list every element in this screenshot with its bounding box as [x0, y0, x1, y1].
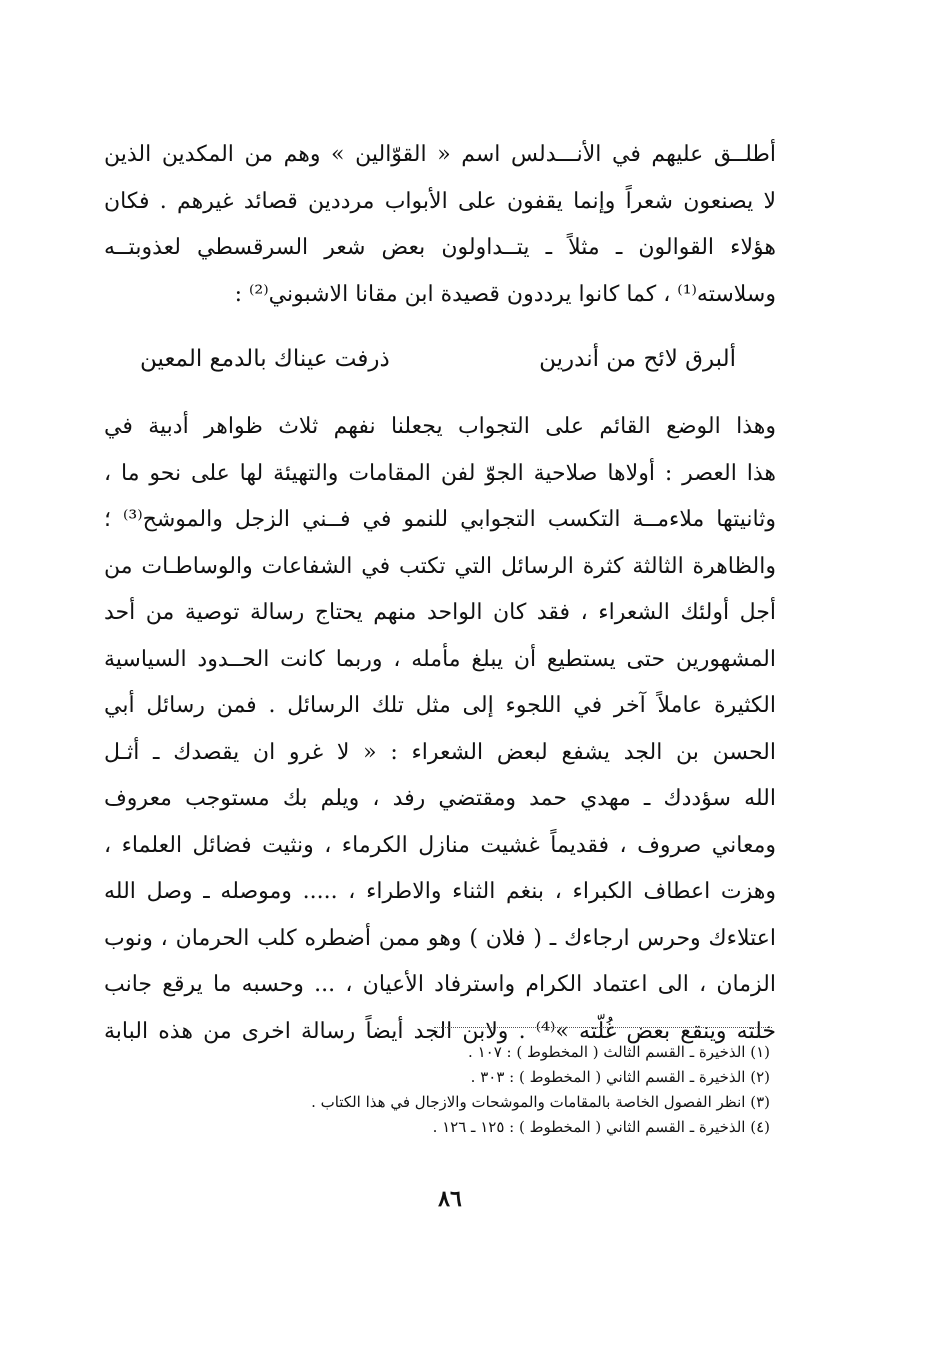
- text-line: وهزت اعطاف الكبراء ، بنغم الثناء والاطراء ، ..... وموصله ـ وصل الله: [104, 879, 776, 904]
- text-line: المشهورين حتى يستطيع أن يبلغ مأمله ، وربما كانت الحــدود السياسية: [104, 646, 776, 672]
- footnote-separator: [434, 1027, 772, 1028]
- text-line: لا يصنعون شعراً وإنما يقفون على الأبواب مرددين قصائد غيرهم . فكان: [104, 188, 776, 214]
- text-line: هذا العصر : أولاها صلاحية الجوّ لفن المقامات والتهيئة لها على نحو ما ،: [104, 460, 776, 486]
- text-line: اعتلاءك وحرس ارجاءك ـ ( فلان ) وهو ممن أضطره كلب الحرمان ، ونوب: [104, 925, 776, 951]
- text-line: وسلاسته⁽¹⁾ ، كما كانوا يرددون قصيدة ابن مقانا الاشبوني⁽²⁾ :: [234, 281, 776, 307]
- text-line: وثانيتها ملاءمــة التكسب التجوابي للنمو في فــني الزجل والموشح⁽³⁾ ؛: [104, 507, 776, 532]
- footnote: (١) الذخيرة ـ القسم الثالث ( المخطوط ) : ١٠٧ .: [468, 1043, 770, 1061]
- verse-second-hemistich: ذرفت عيناك بالدمع المعين: [140, 346, 390, 372]
- text-line: خلته وينقع بعض غُلّته »⁽⁴⁾ . ولابن الجد أيضاً رسالة اخرى من هذه البابة: [104, 1018, 776, 1044]
- footnote: (٣) انظر الفصول الخاصة بالمقامات والموشحات والازجال في هذا الكتاب .: [311, 1093, 770, 1111]
- text-line: الكثيرة عاملاً آخر في اللجوء إلى مثل تلك الرسائل . فمن رسائل أبي: [104, 693, 776, 718]
- verse-first-hemistich: ألبرق لائح من أندرين: [539, 346, 736, 372]
- text-line: ومعاني صروف ، فقديماً غشيت منازل الكرماء ، ونثيت فضائل العلماء ،: [104, 832, 776, 858]
- text-line: وهذا الوضع القائم على التجواب يجعلنا نفهم ثلاث ظواهر أدبية في: [104, 414, 776, 439]
- paragraph-1: [104, 132, 776, 318]
- page-number: ٨٦: [438, 1186, 462, 1212]
- text-line: والظاهرة الثالثة كثرة الرسائل التي تكتب في الشفاعات والوساطـات من: [104, 553, 776, 579]
- paragraph-2: [104, 404, 776, 1055]
- text-line: أجل أولئك الشعراء ، فقد كان الواحد منهم يحتاج رسالة توصية من أحد: [104, 600, 776, 625]
- text-line: أطلــق عليهم في الأنـــدلس اسم « القوّالين » وهم من المكدين الذين: [104, 142, 776, 167]
- footnote: (٢) الذخيرة ـ القسم الثاني ( المخطوط ) : ٣٠٣ .: [470, 1068, 770, 1086]
- text-line: الله سؤددك ـ مهدي حمد ومقتضي رفد ، ويلم بك مستوجب معروف: [104, 786, 776, 811]
- footnotes: [190, 1040, 770, 1140]
- text-line: هؤلاء القوالون ـ مثلاً ـ يتــداولون بعض شعر السرقسطي لعذوبتــه: [104, 235, 776, 260]
- text-line: الحسن بن الجد يشفع لبعض الشعراء : « لا غرو ان يقصدك ـ أثـل: [104, 739, 776, 765]
- poem-verse: [140, 336, 736, 382]
- text-line: الزمان ، الى اعتماد الكرام واسترفاد الأعيان ، ... وحسبه ما يرقع جانب: [104, 972, 776, 997]
- footnote: (٤) الذخيرة ـ القسم الثاني ( المخطوط ) : ١٢٥ ـ ١٢٦ .: [432, 1118, 770, 1136]
